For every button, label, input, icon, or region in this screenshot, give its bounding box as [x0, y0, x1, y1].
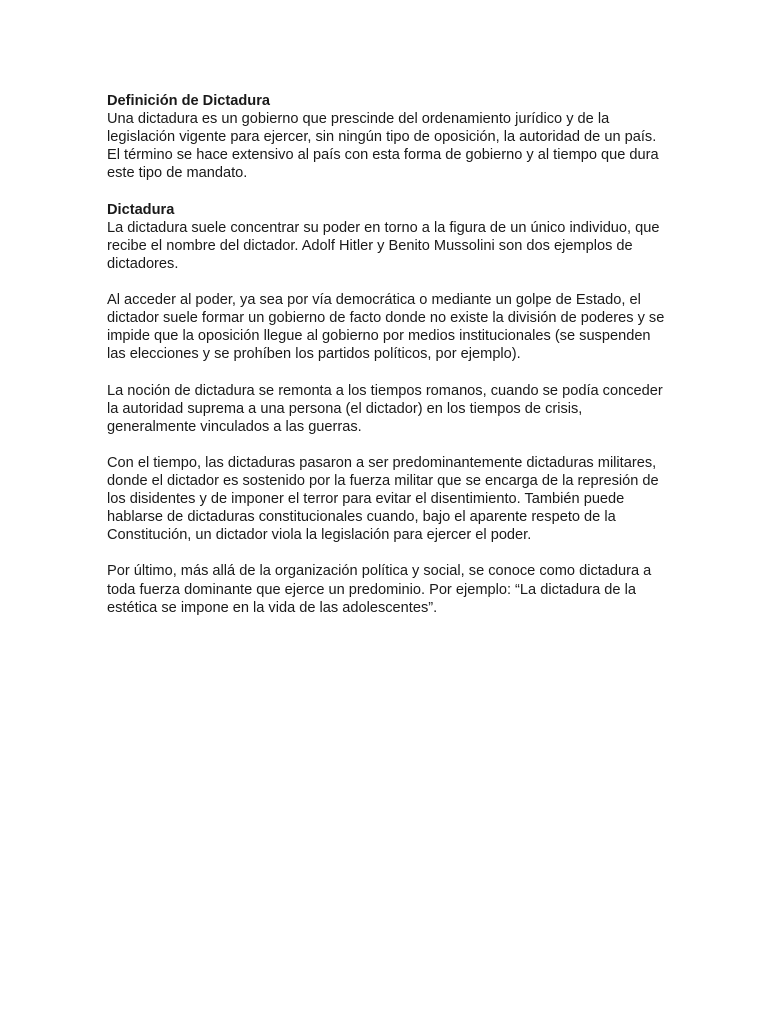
document-page	[107, 92, 667, 635]
paragraph: Con el tiempo, las dictaduras pasaron a ser predominantemente dictaduras militares, donde el dictador es sostenido por la fuerza militar que se encarga de la represión de los disidentes y de imponer el terror para evitar el disentimiento. También puede hablarse de dictaduras constitucionales cuando, bajo el aparente respeto de la Constitución, un dictador viola la legislación para ejercer el poder.	[107, 454, 659, 544]
section-heading: Dictadura	[107, 201, 175, 218]
paragraph: Por último, más allá de la organización política y social, se conoce como dictadura a toda fuerza dominante que ejerce un predominio. Por ejemplo: “La dictadura de la estética se impone en la vida de las adolescentes”.	[107, 563, 652, 616]
section-dictadura	[107, 201, 667, 617]
paragraph: La dictadura suele concentrar su poder en torno a la figura de un único individuo, que recibe el nombre del dictador. Adolf Hitler y Benito Mussolini son dos ejemplos de dictadores.	[107, 219, 660, 272]
paragraph: Al acceder al poder, ya sea por vía democrática o mediante un golpe de Estado, el dictador suele formar un gobierno de facto donde no existe la división de poderes y se impide que la oposición llegue al gobierno por medios institucionales (se suspenden las elecciones y se prohíben los partidos políticos, por ejemplo).	[107, 292, 665, 363]
paragraph: Una dictadura es un gobierno que prescinde del ordenamiento jurídico y de la legislación vigente para ejercer, sin ningún tipo de oposición, la autoridad de un país. El término se hace extensivo al país con esta forma de gobierno y al tiempo que dura este tipo de mandato.	[107, 111, 659, 182]
section-definicion	[107, 92, 667, 182]
section-heading: Definición de Dictadura	[107, 93, 270, 109]
paragraph: La noción de dictadura se remonta a los tiempos romanos, cuando se podía conceder la autoridad suprema a una persona (el dictador) en los tiempos de crisis, generalmente vinculados a las guerras.	[107, 382, 663, 435]
